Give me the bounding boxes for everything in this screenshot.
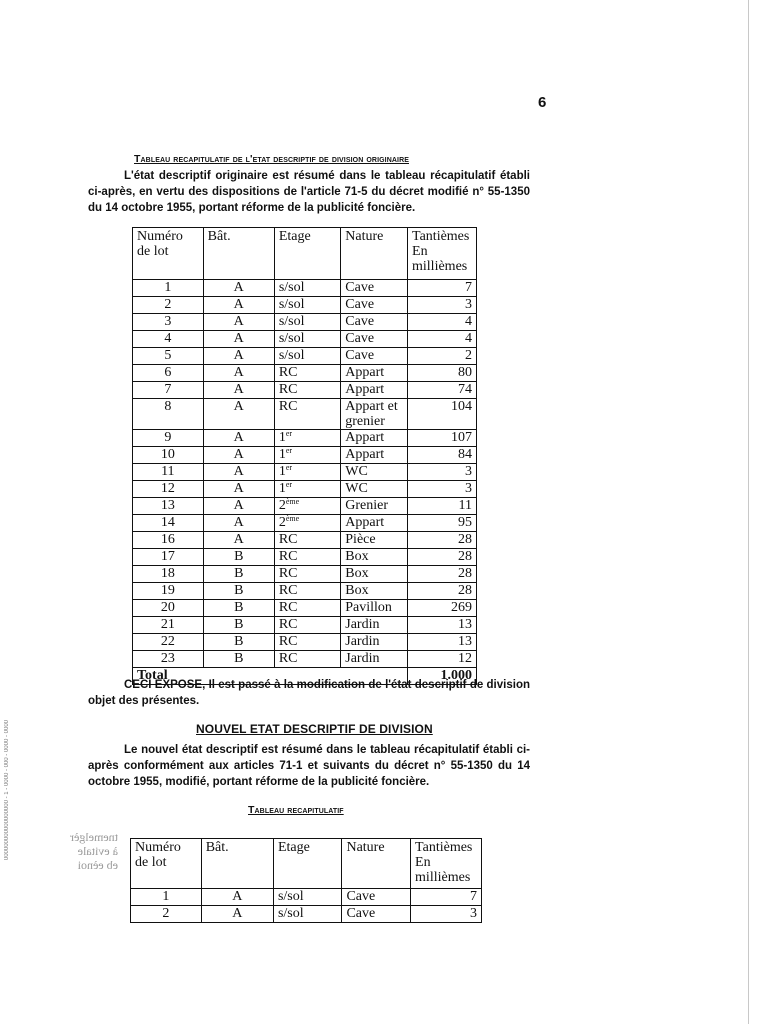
etage-cell <box>274 498 340 515</box>
total-value: 1.000 <box>408 668 477 685</box>
header-bat: Bât. <box>203 228 274 280</box>
nature-cell <box>341 280 408 297</box>
bat-cell <box>203 600 274 617</box>
bat-cell <box>203 464 274 481</box>
table-row <box>133 532 477 549</box>
lot-cell-text: 4 <box>164 331 172 346</box>
nature-cell <box>341 399 408 430</box>
nature-cell-text: WC <box>345 481 368 496</box>
lot-cell <box>133 348 204 365</box>
tantiemes-cell-text: 104 <box>451 399 472 414</box>
bat-cell <box>203 399 274 430</box>
lot-cell-text: 17 <box>160 549 175 564</box>
etage-cell-text: RC <box>278 583 298 598</box>
etage-cell-text: RC <box>278 399 298 414</box>
nature-cell-text: Cave <box>345 348 375 363</box>
etage-cell-text: RC <box>278 532 298 547</box>
header-bat: Bât. <box>201 839 273 889</box>
lot-cell <box>133 532 204 549</box>
nature-cell-text: Pièce <box>345 532 376 547</box>
bat-cell-text: A <box>233 498 244 513</box>
etage-cell-text: s/sol <box>277 906 304 921</box>
nature-cell <box>341 498 408 515</box>
nouvel-table-title: Tableau recapitulatif <box>248 804 344 816</box>
tantiemes-cell-text: 4 <box>465 331 472 346</box>
lot-cell <box>133 399 204 430</box>
nature-cell <box>342 889 411 906</box>
nature-cell <box>341 651 408 668</box>
nature-cell <box>341 583 408 600</box>
bat-cell-text: B <box>234 651 244 666</box>
header-lot: Numéro de lot <box>133 228 204 280</box>
tantiemes-cell <box>408 365 477 382</box>
lot-cell-text: 13 <box>160 498 175 513</box>
bat-cell <box>203 583 274 600</box>
nature-cell-text: Cave <box>345 331 375 346</box>
etage-cell <box>274 617 340 634</box>
nature-cell <box>341 365 408 382</box>
bat-cell <box>203 498 274 515</box>
nouvel-etat-title: NOUVEL ETAT DESCRIPTIF DE DIVISION <box>196 722 433 736</box>
bat-cell <box>203 280 274 297</box>
nature-cell <box>341 331 408 348</box>
nature-cell <box>341 600 408 617</box>
lot-cell <box>131 889 202 906</box>
lot-cell-text: 3 <box>164 314 172 329</box>
bat-cell <box>203 515 274 532</box>
lot-cell <box>131 906 202 923</box>
tantiemes-cell-text: 11 <box>458 498 472 513</box>
etage-cell <box>273 889 341 906</box>
bat-cell-text: A <box>233 399 244 414</box>
etage-cell <box>274 481 340 498</box>
etage-cell-text: RC <box>278 566 298 581</box>
tantiemes-cell-text: 95 <box>458 515 472 530</box>
etage-cell <box>274 297 340 314</box>
lot-cell <box>133 583 204 600</box>
bat-cell <box>203 297 274 314</box>
tantiemes-cell <box>408 583 477 600</box>
etage-cell <box>274 430 340 447</box>
etage-superscript: er <box>285 463 293 472</box>
etage-cell-text: s/sol <box>278 280 305 295</box>
lot-cell <box>133 549 204 566</box>
bat-cell <box>203 430 274 447</box>
bat-cell-text: B <box>234 566 244 581</box>
etage-cell <box>274 464 340 481</box>
nature-cell <box>341 297 408 314</box>
bat-cell-text: A <box>233 481 244 496</box>
etage-cell <box>274 314 340 331</box>
header-tantiemes: Tantièmes En millièmes <box>408 228 477 280</box>
table-row <box>133 348 477 365</box>
bat-cell <box>203 566 274 583</box>
nature-cell-text: Appart <box>345 365 385 380</box>
tantiemes-cell-text: 28 <box>458 532 472 547</box>
tantiemes-cell-text: 84 <box>458 447 472 462</box>
tantiemes-cell <box>408 651 477 668</box>
bat-cell-text: A <box>233 280 244 295</box>
header-tantiemes: Tantièmes En millièmes <box>411 839 482 889</box>
nature-cell-text: Jardin <box>345 617 380 632</box>
bat-cell <box>203 634 274 651</box>
nature-cell <box>341 430 408 447</box>
etage-cell <box>274 532 340 549</box>
bat-cell-text: A <box>233 447 244 462</box>
nature-cell-text: Cave <box>345 280 375 295</box>
table-row <box>133 399 477 430</box>
tantiemes-cell <box>411 889 482 906</box>
etage-cell <box>274 365 340 382</box>
tantiemes-cell-text: 80 <box>458 365 472 380</box>
tantiemes-cell <box>408 566 477 583</box>
etage-cell-text: s/sol <box>277 889 304 904</box>
tantiemes-cell <box>408 498 477 515</box>
etage-cell <box>274 651 340 668</box>
bat-cell <box>203 651 274 668</box>
tantiemes-cell-text: 3 <box>465 297 472 312</box>
bat-cell-text: A <box>232 889 243 904</box>
etage-cell-text: 2 <box>278 515 286 530</box>
nature-cell-text: Box <box>345 549 369 564</box>
etage-cell <box>274 447 340 464</box>
tantiemes-cell <box>408 399 477 430</box>
lot-cell <box>133 498 204 515</box>
nature-cell-text: Appart <box>345 382 385 397</box>
lot-cell-text: 23 <box>160 651 175 666</box>
bat-cell-text: B <box>234 583 244 598</box>
bleed-through-line: à evitale <box>77 844 118 858</box>
nature-cell-text: WC <box>345 464 368 479</box>
etage-cell-text: RC <box>278 365 298 380</box>
header-etage: Etage <box>273 839 341 889</box>
lot-cell-text: 10 <box>160 447 175 462</box>
tantiemes-cell-text: 3 <box>465 481 472 496</box>
bat-cell <box>203 617 274 634</box>
bat-cell-text: B <box>234 549 244 564</box>
etage-cell <box>274 280 340 297</box>
etage-superscript: ème <box>285 497 300 506</box>
table-row <box>133 617 477 634</box>
etage-cell-text: RC <box>278 617 298 632</box>
nature-cell <box>341 314 408 331</box>
lot-cell-text: 21 <box>160 617 175 632</box>
lot-cell <box>133 365 204 382</box>
nature-cell <box>341 617 408 634</box>
original-intro-paragraph: L'état descriptif originaire est résumé dans le tableau récapitulatif établi ci-après, en vertu des dispositions de l'article 71-5 du décret modifié n° 55-1350 du 14 octobre 1955, portant réforme de la publicité foncière. <box>88 170 530 214</box>
bat-cell-text: A <box>233 515 244 530</box>
nature-cell-text: Jardin <box>345 651 380 666</box>
nature-cell-text: Appart <box>345 447 385 462</box>
tantiemes-cell-text: 7 <box>465 280 472 295</box>
lot-cell <box>133 430 204 447</box>
lot-cell-text: 1 <box>162 889 170 904</box>
lot-cell-text: 18 <box>160 566 175 581</box>
bat-cell <box>203 447 274 464</box>
lot-cell-text: 2 <box>164 297 172 312</box>
lot-cell-text: 9 <box>164 430 172 445</box>
lot-cell-text: 22 <box>160 634 175 649</box>
etage-cell <box>274 634 340 651</box>
table-row <box>131 889 482 906</box>
bat-cell <box>203 532 274 549</box>
ceci-expose-paragraph: CECI EXPOSE, Il est passé à la modification de l'état descriptif de division objet des présentes. <box>88 679 530 707</box>
tantiemes-cell-text: 28 <box>458 583 472 598</box>
nature-cell <box>341 566 408 583</box>
bat-cell <box>203 549 274 566</box>
nature-cell <box>341 532 408 549</box>
tantiemes-cell <box>408 549 477 566</box>
nature-cell-text: Cave <box>345 314 375 329</box>
lot-cell-text: 6 <box>164 365 172 380</box>
nature-cell <box>341 382 408 399</box>
nature-cell-text: Pavillon <box>345 600 392 615</box>
tantiemes-cell <box>408 464 477 481</box>
etage-cell-text: RC <box>278 549 298 564</box>
nature-cell <box>341 481 408 498</box>
etage-superscript: er <box>285 429 293 438</box>
lot-cell-text: 11 <box>161 464 175 479</box>
header-nature: Nature <box>342 839 411 889</box>
table-row <box>133 365 477 382</box>
etage-cell <box>274 566 340 583</box>
etage-cell <box>274 600 340 617</box>
lot-cell <box>133 382 204 399</box>
table-row <box>133 464 477 481</box>
bat-cell-text: A <box>233 348 244 363</box>
etage-cell <box>274 399 340 430</box>
tantiemes-cell-text: 28 <box>458 566 472 581</box>
lot-cell <box>133 464 204 481</box>
tantiemes-cell-text: 3 <box>465 464 472 479</box>
header-lot: Numéro de lot <box>131 839 202 889</box>
bleed-through-line: eb eènoi <box>77 858 118 872</box>
lot-cell-text: 8 <box>164 399 172 414</box>
lot-cell <box>133 297 204 314</box>
table-row <box>133 382 477 399</box>
lot-cell-text: 2 <box>162 906 170 921</box>
table-header-row <box>131 839 482 889</box>
table-row <box>133 515 477 532</box>
bleed-through-line: tnemelgèr <box>70 830 118 844</box>
etage-cell <box>273 906 341 923</box>
etage-cell-text: s/sol <box>278 314 305 329</box>
bat-cell <box>203 382 274 399</box>
etage-cell <box>274 549 340 566</box>
tantiemes-cell <box>411 906 482 923</box>
etage-cell-text: RC <box>278 382 298 397</box>
etage-cell-text: RC <box>278 600 298 615</box>
bat-cell-text: A <box>233 331 244 346</box>
lot-cell <box>133 481 204 498</box>
bat-cell-text: B <box>234 600 244 615</box>
bleed-through-text <box>70 830 118 872</box>
table-row <box>133 481 477 498</box>
tantiemes-cell-text: 28 <box>458 549 472 564</box>
total-label: Total <box>133 668 408 685</box>
bat-cell-text: A <box>233 464 244 479</box>
bat-cell <box>203 331 274 348</box>
etage-cell-text: 1 <box>278 481 286 496</box>
tantiemes-cell-text: 13 <box>458 634 472 649</box>
bat-cell-text: A <box>233 314 244 329</box>
tantiemes-cell <box>408 532 477 549</box>
nature-cell-text: Cave <box>346 906 376 921</box>
lot-cell <box>133 314 204 331</box>
page-number: 6 <box>538 94 547 111</box>
bat-cell-text: B <box>234 617 244 632</box>
nature-cell-text: Appart <box>345 515 385 530</box>
tantiemes-cell-text: 13 <box>458 617 472 632</box>
tantiemes-cell <box>408 481 477 498</box>
original-table-title: Tableau recapitulatif de l'etat descriptif de division originaire <box>134 153 409 165</box>
etage-cell-text: 1 <box>278 430 286 445</box>
tantiemes-cell-text: 269 <box>451 600 472 615</box>
lot-cell <box>133 617 204 634</box>
bat-cell <box>201 889 273 906</box>
nature-cell <box>341 515 408 532</box>
lot-cell <box>133 651 204 668</box>
etage-cell <box>274 583 340 600</box>
bat-cell-text: A <box>233 532 244 547</box>
etage-cell-text: s/sol <box>278 348 305 363</box>
nature-cell <box>341 447 408 464</box>
tantiemes-cell <box>408 430 477 447</box>
table-header-row <box>133 228 477 280</box>
table-row <box>133 651 477 668</box>
table-row <box>133 634 477 651</box>
tantiemes-cell-text: 74 <box>458 382 472 397</box>
tantiemes-cell <box>408 348 477 365</box>
nature-cell-text: Grenier <box>345 498 389 513</box>
lot-cell <box>133 634 204 651</box>
table-row <box>133 297 477 314</box>
tantiemes-cell <box>408 447 477 464</box>
lot-cell <box>133 600 204 617</box>
tantiemes-cell <box>408 634 477 651</box>
etage-cell-text: 2 <box>278 498 286 513</box>
header-etage: Etage <box>274 228 340 280</box>
bat-cell <box>203 314 274 331</box>
lot-cell <box>133 566 204 583</box>
etage-cell <box>274 382 340 399</box>
etage-cell-text: 1 <box>278 464 286 479</box>
nature-cell <box>342 906 411 923</box>
nature-cell-text: Cave <box>346 889 376 904</box>
nouvel-intro-paragraph: Le nouvel état descriptif est résumé dans le tableau récapitulatif établi ci-après conformément aux articles 71-1 et suivants du décret n° 55-1350 du 14 octobre 1955, modifié, portant réforme de la publicité foncière. <box>88 744 530 788</box>
lot-cell-text: 1 <box>164 280 172 295</box>
table-row <box>133 583 477 600</box>
nature-cell <box>341 549 408 566</box>
lot-cell <box>133 331 204 348</box>
nature-cell <box>341 464 408 481</box>
tantiemes-cell-text: 2 <box>465 348 472 363</box>
lot-cell-text: 16 <box>160 532 175 547</box>
tantiemes-cell <box>408 314 477 331</box>
bat-cell-text: B <box>234 634 244 649</box>
tantiemes-cell <box>408 617 477 634</box>
etage-cell-text: 1 <box>278 447 286 462</box>
tantiemes-cell <box>408 331 477 348</box>
bat-cell <box>203 348 274 365</box>
nature-cell-text: Jardin <box>345 634 380 649</box>
bat-cell-text: A <box>233 430 244 445</box>
tantiemes-cell <box>408 382 477 399</box>
lot-cell-text: 7 <box>164 382 172 397</box>
lot-cell <box>133 515 204 532</box>
nature-cell-text: Cave <box>345 297 375 312</box>
etage-cell-text: RC <box>278 634 298 649</box>
table-row <box>133 549 477 566</box>
tantiemes-cell-text: 4 <box>465 314 472 329</box>
nature-cell <box>341 634 408 651</box>
etage-cell-text: s/sol <box>278 331 305 346</box>
etage-cell <box>274 515 340 532</box>
bat-cell-text: A <box>233 365 244 380</box>
nature-cell-text: Box <box>345 566 369 581</box>
table-row <box>133 566 477 583</box>
tantiemes-cell <box>408 297 477 314</box>
tantiemes-cell <box>408 600 477 617</box>
etage-cell <box>274 331 340 348</box>
scan-edge-line <box>748 0 749 1024</box>
etage-superscript: ème <box>285 514 300 523</box>
tantiemes-cell-text: 7 <box>470 889 477 904</box>
table-row <box>131 906 482 923</box>
etage-superscript: er <box>285 480 293 489</box>
bat-cell-text: A <box>233 297 244 312</box>
nouvel-summary-table <box>130 838 482 923</box>
margin-scan-note: 000000000000000000 - 1 - 0000 - 000 - 0000 - 0000 <box>4 720 10 861</box>
nature-cell-text: Box <box>345 583 369 598</box>
lot-cell-text: 20 <box>160 600 175 615</box>
bat-cell <box>203 365 274 382</box>
tantiemes-cell-text: 3 <box>470 906 477 921</box>
table-row <box>133 314 477 331</box>
original-summary-table <box>132 227 477 685</box>
etage-cell <box>274 348 340 365</box>
nature-cell <box>341 348 408 365</box>
nature-cell-text: Appart <box>345 430 385 445</box>
bat-cell-text: A <box>232 906 243 921</box>
nature-cell-text: Appart et grenier <box>345 399 398 429</box>
lot-cell-text: 14 <box>160 515 175 530</box>
etage-cell-text: s/sol <box>278 297 305 312</box>
etage-cell-text: RC <box>278 651 298 666</box>
lot-cell-text: 19 <box>160 583 175 598</box>
lot-cell-text: 5 <box>164 348 172 363</box>
tantiemes-cell-text: 107 <box>451 430 472 445</box>
bat-cell <box>203 481 274 498</box>
lot-cell-text: 12 <box>160 481 175 496</box>
table-row <box>133 280 477 297</box>
table-row <box>133 331 477 348</box>
table-row <box>133 600 477 617</box>
bat-cell <box>201 906 273 923</box>
tantiemes-cell <box>408 515 477 532</box>
table-row <box>133 430 477 447</box>
table-row <box>133 447 477 464</box>
etage-superscript: er <box>285 446 293 455</box>
table-row <box>133 498 477 515</box>
tantiemes-cell <box>408 280 477 297</box>
tantiemes-cell-text: 12 <box>458 651 472 666</box>
lot-cell <box>133 447 204 464</box>
lot-cell <box>133 280 204 297</box>
header-nature: Nature <box>341 228 408 280</box>
bat-cell-text: A <box>233 382 244 397</box>
